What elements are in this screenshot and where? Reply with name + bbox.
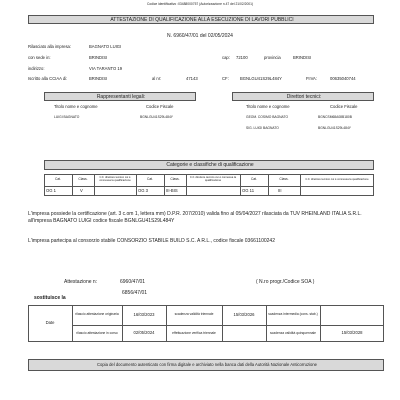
legal-reps-col-name: Titolo nome e cognome	[54, 104, 98, 109]
cap-value: 72100	[236, 55, 248, 60]
address-label: indirizzo:	[28, 66, 45, 71]
progressive-code-label: ( N.ro progr./Codice SOA )	[256, 279, 315, 285]
legal-reps-title: Rappresentanti legali:	[96, 94, 146, 100]
categories-title: Categorie e classifiche di qualificazione	[166, 162, 254, 168]
legal-reps-col-cf: Codice Fiscale	[146, 104, 174, 109]
class-cell: V	[80, 188, 83, 193]
attestation-label: Attestazione n:	[64, 279, 98, 285]
register-number-label: al nr:	[152, 76, 162, 81]
tech-directors-title: Direttori tecnici:	[286, 94, 322, 100]
legal-rep-name: LUIGI BAGNATO	[54, 115, 80, 119]
tech-director-cf: BGNCSM68A08B180B	[318, 115, 352, 119]
col-header-cat: Cat.	[54, 177, 62, 182]
cap-label: cap:	[222, 55, 230, 60]
title-box	[28, 15, 374, 24]
province-label: provincia	[264, 55, 281, 60]
col-header-class: Class.	[170, 177, 180, 182]
triennial-check-label: effettuazione verifica triennale	[172, 330, 216, 335]
attestation-number: 6960/47/01	[120, 279, 146, 285]
dates-header: Date	[45, 320, 55, 326]
expiry-validity-date: 15/03/2026	[233, 311, 255, 317]
col-header-class: Class.	[279, 177, 289, 182]
five-year-expiry-date: 15/03/2028	[341, 330, 363, 336]
issued-to-value: BAGNATO LUIGI	[89, 44, 122, 49]
col-header-director: C.F. direttore tecnico cui è connessa la qualificazione	[189, 176, 237, 182]
category-cell: OG 3	[138, 188, 149, 193]
province-value: BRINDISI	[293, 55, 312, 60]
category-cell: OG 11	[242, 188, 255, 193]
categories-header	[44, 160, 374, 170]
intermediate-expiry-date	[320, 305, 384, 325]
issue-current-date: 02/05/2024	[133, 330, 155, 336]
footer-box	[28, 359, 384, 371]
tech-directors-header	[232, 92, 374, 101]
triennial-check-date	[222, 325, 266, 342]
col-header-director: C.F. direttore tecnico cui è connessa la qualificazione	[99, 176, 131, 182]
tech-directors-col-cf: Codice Fiscale	[330, 104, 358, 109]
tech-director-name: SIG. LUIGI BAGNATO	[246, 126, 279, 130]
cf-label: CF:	[222, 76, 229, 81]
footer-note: Copia del documento autenticato con firma digitale e archiviato nella banca dati della Autorità Nazionale Anticorruzione	[97, 362, 317, 367]
cf-value: BGNLGU41S29L484Y	[240, 76, 282, 81]
tech-directors-col-name: Titolo nome e cognome	[246, 104, 290, 109]
legal-reps-header	[44, 92, 196, 101]
replaces-label: sostituisce la	[34, 295, 66, 301]
class-cell: III	[278, 188, 282, 193]
col-header-cat: Cat.	[146, 177, 154, 182]
register-number-value: 47143	[186, 76, 198, 81]
issued-to-label: Rilasciato alla impresa:	[28, 44, 72, 49]
expiry-validity-label: scadenza validità triennale	[174, 312, 214, 317]
col-header-class: Class.	[78, 177, 88, 182]
category-cell: OG 1	[46, 188, 57, 193]
top-note: Codice identificativo :03488000757 (Autorizzazione n.47 del 21/02/2001)	[146, 2, 254, 6]
piva-label: P.IVA:	[306, 76, 318, 81]
intermediate-expiry-label: scadenza intermedia (cons. stab.)	[268, 312, 318, 317]
page-title: ATTESTAZIONE DI QUALIFICAZIONE ALLA ESECUZIONE DI LAVORI PUBBLICI	[110, 17, 294, 23]
address-value: VIA TARANTO 19	[89, 66, 123, 71]
certification-text: L'impresa possiede la certificazione (art. 3 c.om 1, lettera mm) D.P.R. 207/2010) valida fino al 05/04/2027 rilasciata da TUV RHEINLAND ITALIA S.R.L. all'impresa BAGNATO LUIGI codice fiscale BGNLGU41S29L484Y	[28, 211, 362, 224]
class-cell: III-BIS	[166, 188, 178, 193]
five-year-expiry-label: scadenza validità quinquennale	[269, 330, 316, 335]
col-header-cat: Cat.	[250, 177, 258, 182]
consortium-text: L'impresa partecipa al consorzio stabile CONSORZIO STABILE BUILD S.C. A R.L., codice fiscale 03661100242	[28, 238, 275, 244]
replaced-attestation-number: 6856/47/01	[122, 290, 148, 296]
seat-label: con sede in:	[28, 55, 51, 60]
issue-original-date: 16/03/2023	[133, 311, 155, 317]
cciaa-value: BRINDISI	[89, 76, 108, 81]
certificate-number: N. 6960/47/01 del 02/05/2024	[167, 33, 233, 39]
piva-value: 00635040744	[330, 76, 356, 81]
legal-rep-cf: BGNLGU41S29L484Y	[140, 115, 173, 119]
col-header-director: C.F. direttore tecnico cui è connessa la qualificazione	[305, 177, 369, 181]
seat-value: BRINDISI	[89, 55, 108, 60]
cciaa-label: Iscritto alla CCIAA di:	[28, 76, 68, 81]
tech-director-name: GEOM. COSIMO BAGNATO	[246, 115, 289, 119]
issue-original-label: rilascio attestazione originaria	[75, 312, 119, 317]
tech-director-cf: BGNLGU41S29L484Y	[318, 126, 351, 130]
issue-current-label: rilascio attestazione in corso	[76, 330, 118, 335]
